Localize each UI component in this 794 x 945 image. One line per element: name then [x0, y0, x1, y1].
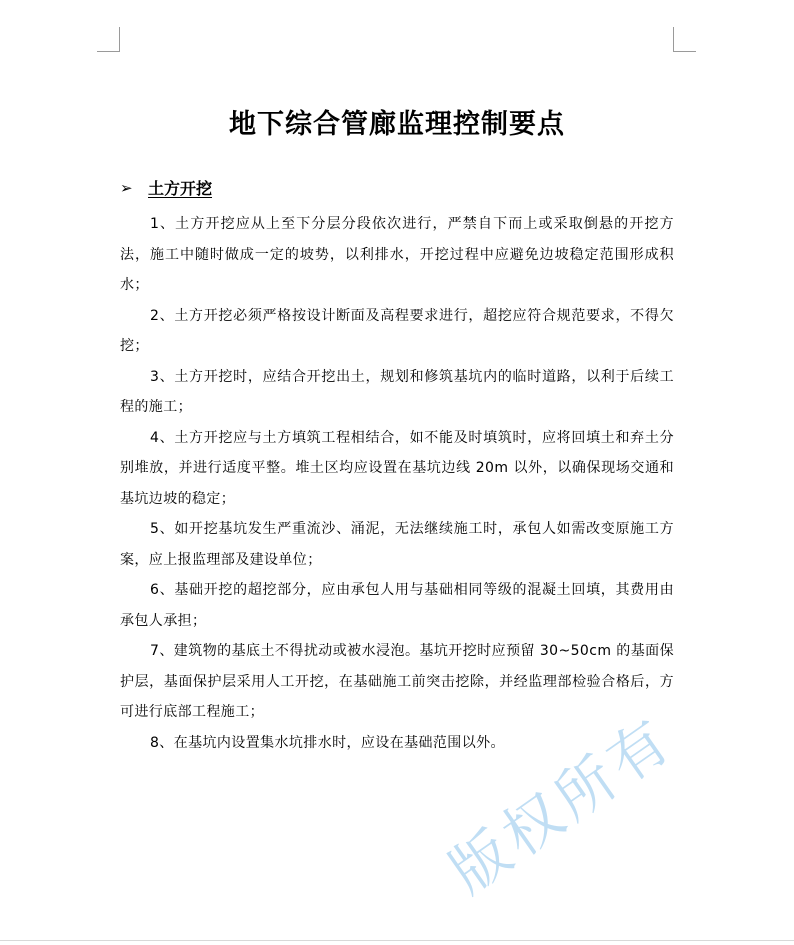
paragraph: 1、土方开挖应从上至下分层分段依次进行，严禁自下而上或采取倒悬的开挖方法，施工中随时做成一定的坡势，以利排水，开挖过程中应避免边坡稳定范围形成积水； — [120, 216, 674, 293]
paragraph: 5、如开挖基坑发生严重流沙、涌泥，无法继续施工时，承包人如需改变原施工方案，应上报监理部及建设单位； — [120, 521, 674, 568]
paragraph: 2、土方开挖必须严格按设计断面及高程要求进行，超挖应符合规范要求，不得欠挖； — [120, 307, 674, 354]
paragraph: 6、基础开挖的超挖部分，应由承包人用与基础相同等级的混凝土回填，其费用由承包人承担； — [120, 582, 674, 629]
paragraph: 7、建筑物的基底土不得扰动或被水浸泡。基坑开挖时应预留 30~50cm 的基面保护层，基面保护层采用人工开挖，在基础施工前突击挖除，并经监理部检验合格后，方可进行底部工程施工； — [120, 643, 674, 720]
watermark: 版权所有 — [437, 703, 687, 907]
paragraph: 4、土方开挖应与土方填筑工程相结合，如不能及时填筑时，应将回填土和弃土分别堆放，并进行适度平整。堆土区均应设置在基坑边线 20m 以外，以确保现场交通和基坑边坡的稳定； — [120, 429, 674, 507]
section-heading-label: 土方开挖 — [148, 179, 213, 198]
document-title: 地下综合管廊监理控制要点 — [229, 109, 565, 140]
section-heading — [120, 176, 212, 199]
paragraph: 8、在基坑内设置集水坑排水时，应设在基础范围以外。 — [150, 734, 505, 751]
section-body — [120, 209, 674, 758]
page-bottom-divider — [0, 940, 794, 941]
paragraph: 3、土方开挖时，应结合开挖出土，规划和修筑基坑内的临时道路，以利于后续工程的施工； — [120, 368, 674, 415]
arrow-bullet-icon: ➢ — [120, 178, 133, 197]
